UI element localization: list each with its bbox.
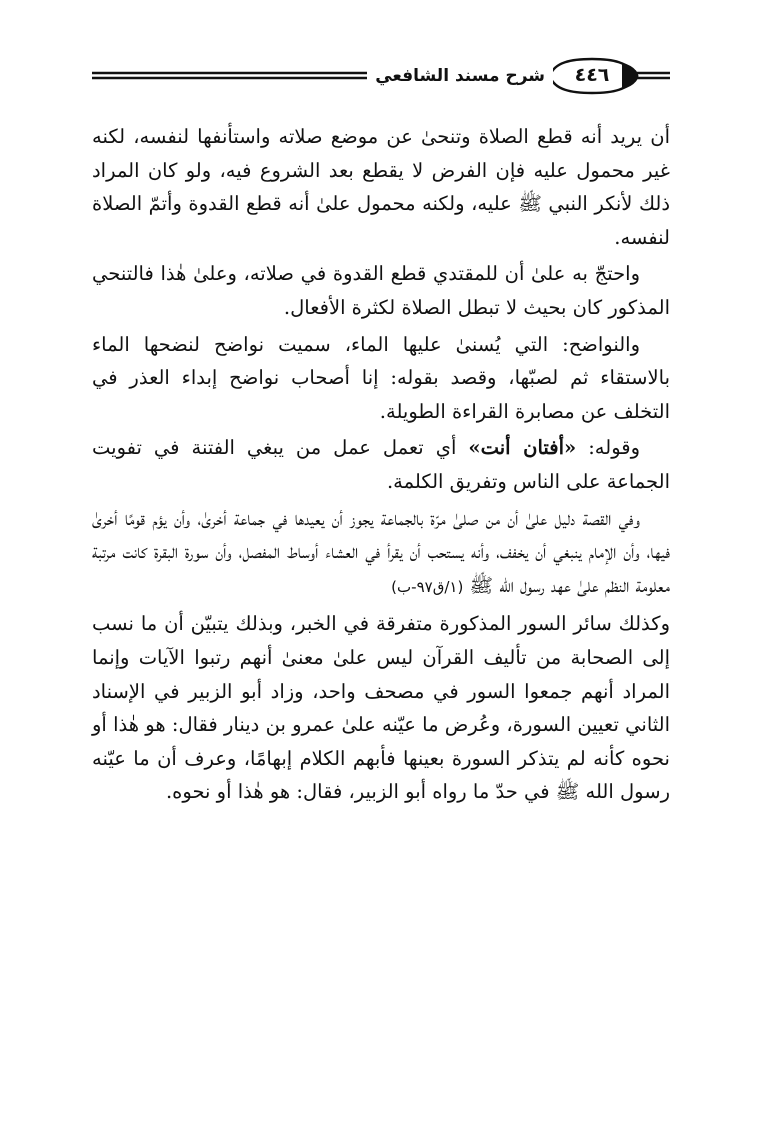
paragraph-4-lead: وقوله: (576, 436, 641, 460)
manuscript-folio-reference: (١/ق٩٧-ب) (391, 577, 464, 596)
book-title: شرح مسند الشافعي (367, 62, 553, 90)
paragraph-4-rest: أي تعمل عمل من يبغي الفتنة في تفويت الجماعة على الناس وتفريق الكلمة. (92, 436, 670, 493)
paragraph-4 (92, 431, 670, 498)
quoted-phrase: «أفتان أنت» (468, 436, 577, 460)
paragraph-5 (92, 502, 670, 605)
paragraph-5-text: وفي القصة دليل علىٰ أن من صلىٰ مرّة بالجماعة يجوز أن يعيدها في جماعة أخرىٰ، وأن يؤم قومًا أخرىٰ فيها، وأن الإمام ينبغي أن يخفف، وأنه يستحب أن يقرأ في العشاء أوساط المفصل، وأن سورة البقرة كانت مرتبة معلومة النظم علىٰ عهد رسول الله ﷺ (92, 506, 670, 597)
paragraph-3: والنواضح: التي يُسنىٰ عليها الماء، سميت نواضح لنضحها الماء بالاستقاء ثم لصبّها، وقصد بقوله: إنا أصحاب نواضح إبداء العذر في التخلف عن مصابرة القراءة الطويلة. (92, 332, 671, 423)
paragraph-6: وكذلك سائر السور المذكورة متفرقة في الخبر، وبذلك يتبيّن أن ما نسب إلى الصحابة من تأليف القرآن ليس علىٰ معنىٰ أنهم رتبوا الآيات وإنما المراد أنهم جمعوا السور في مصحف واحد، وزاد أبو الزبير في الإسناد الثاني تعيين السورة، وعُرض ما عيّنه علىٰ عمرو بن دينار فقال: هو هٰذا أو نحوه كأنه لم يتذكر السورة بعينها فأبهم الكلام إبهامًا، وعرف أن ما عيّنه رسول الله ﷺ في حدّ ما رواه أبو الزبير، فقال: هو هٰذا أو نحوه. (92, 612, 670, 804)
page-header (92, 56, 670, 96)
paragraph-2: واحتجّ به علىٰ أن للمقتدي قطع القدوة في صلاته، وعلىٰ هٰذا فالتنحي المذكور كان بحيث لا تبطل الصلاة لكثرة الأفعال. (92, 262, 670, 319)
page-number: ٤٤٦ (574, 64, 610, 86)
page-body (92, 120, 670, 812)
paragraph-1: أن يريد أنه قطع الصلاة وتنحىٰ عن موضع صلاته واستأنفها لنفسه، لكنه غير محمول عليه فإن الفرض لا يقطع بعد الشروع فيه، ولو كان المراد ذلك لأنكر النبي ﷺ عليه، ولكنه محمول علىٰ أنه قطع القدوة وأتمّ الصلاة لنفسه. (92, 125, 670, 249)
